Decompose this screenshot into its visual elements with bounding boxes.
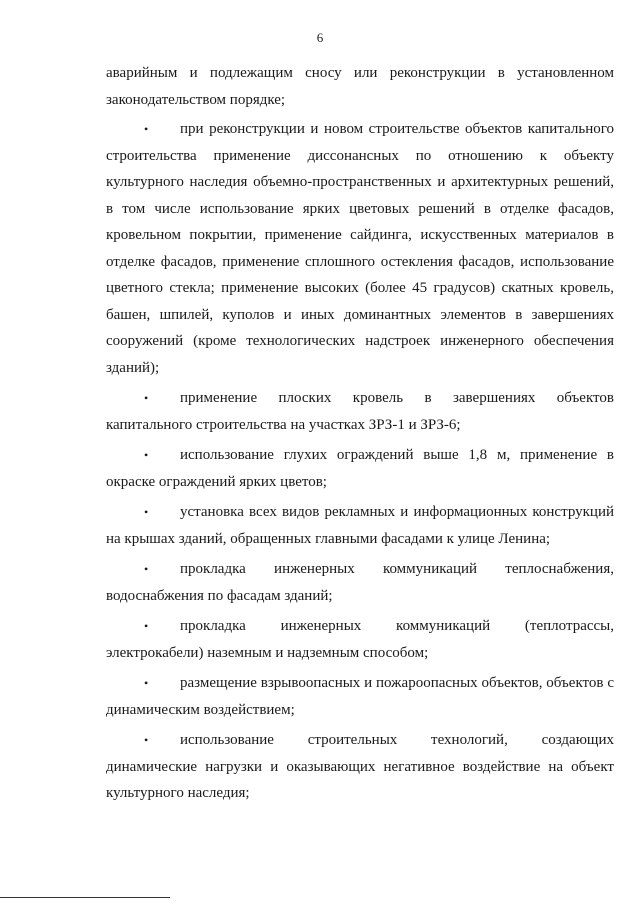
- list-item: [106, 385, 614, 438]
- bullet-icon: •: [144, 505, 149, 519]
- page-number: 6: [316, 30, 324, 45]
- bullet-icon: •: [144, 733, 149, 747]
- list-item: [106, 613, 614, 666]
- bullet-icon: •: [144, 391, 149, 405]
- list-item-text: использование глухих ограждений выше 1,8 м, применение в окраске ограждений ярких цветов;: [106, 447, 614, 490]
- bullet-icon: •: [144, 676, 149, 690]
- list-item: [106, 442, 614, 495]
- bullet-icon: •: [144, 122, 149, 136]
- list-item-text: прокладка инженерных коммуникаций (теплотрассы, электрокабели) наземным и надземным способом;: [106, 618, 614, 661]
- list-item: [106, 556, 614, 609]
- list-item: [106, 670, 614, 723]
- bullet-icon: •: [144, 562, 149, 576]
- list-item-text: установка всех видов рекламных и информационных конструкций на крышах зданий, обращенных главными фасадами к улице Ленина;: [106, 504, 614, 547]
- list-item-text: размещение взрывоопасных и пожароопасных объектов, объектов с динамическим воздействием;: [106, 675, 614, 718]
- list-item-text: при реконструкции и новом строительстве объектов капитального строительства применение диссонансных по отношению к объекту культурного наследия объемно-пространственных и архитектурных решений, в том числе использование ярких цветовых решений в отделке фасадов, кровельном покрытии, применение сайдинга, искусственных материалов в отделке фасадов, применение сплошного остекления фасадов, использование цветного стекла; применение высоких (более 45 градусов) скатных кровель, башен, шпилей, куполов и иных доминантных элементов в завершениях сооружений (кроме технологических надстроек инженерного обеспечения зданий);: [106, 121, 614, 376]
- footer-divider: [0, 897, 170, 898]
- bullet-icon: •: [144, 619, 149, 633]
- list-item: [106, 116, 614, 381]
- list-item-text: использование строительных технологий, создающих динамические нагрузки и оказывающих негативное воздействие на объект культурного наследия;: [106, 732, 614, 801]
- list-item-text: прокладка инженерных коммуникаций теплоснабжения, водоснабжения по фасадам зданий;: [106, 561, 614, 604]
- document-body: [106, 60, 614, 811]
- bullet-icon: •: [144, 448, 149, 462]
- list-item: [106, 499, 614, 552]
- list-item: [106, 727, 614, 807]
- lead-paragraph: аварийным и подлежащим сносу или реконструкции в установленном законодательством порядке;: [106, 65, 614, 108]
- list-item-text: применение плоских кровель в завершениях объектов капитального строительства на участках ЗРЗ-1 и ЗРЗ-6;: [106, 390, 614, 433]
